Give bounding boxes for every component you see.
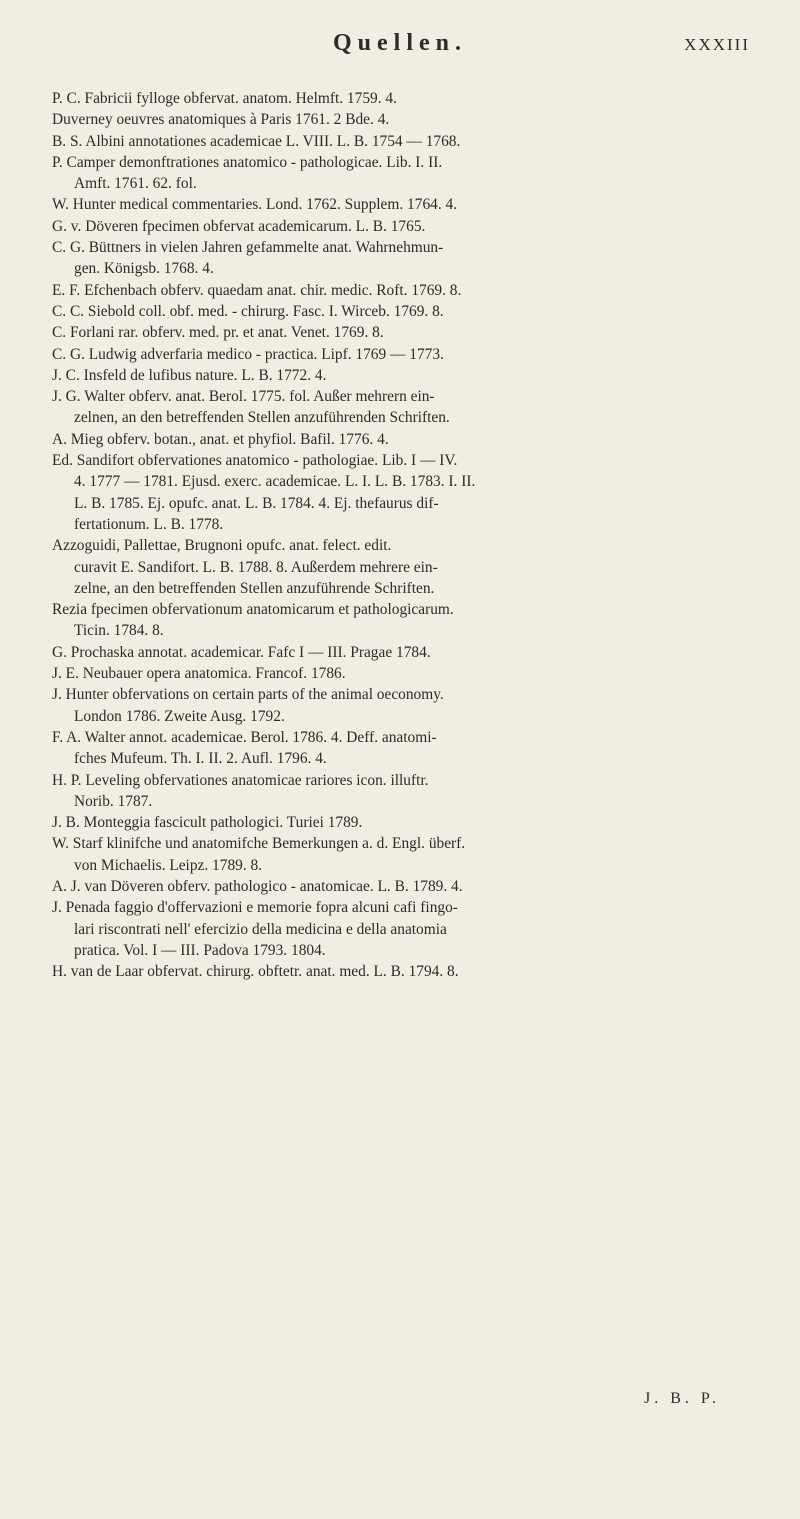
entry-continuation-line: fches Mufeum. Th. I. II. 2. Aufl. 1796. 4. bbox=[74, 750, 327, 768]
bibliography-entry bbox=[52, 194, 764, 215]
entry-line: B. S. Albini annotationes academicae L. VIII. L. B. 1754 — 1768. bbox=[52, 132, 461, 150]
entry-line: Azzoguidi, Pallettae, Brugnoni opufc. anat. felect. edit. bbox=[52, 537, 392, 555]
bibliography-entry bbox=[52, 386, 764, 429]
entry-line: H. P. Leveling obfervationes anatomicae rariores icon. illuftr. bbox=[52, 771, 429, 789]
entry-line: J. G. Walter obferv. anat. Berol. 1775. fol. Außer mehrern ein- bbox=[52, 388, 435, 406]
entry-continuation-line: lari riscontrati nell' efercizio della medicina e della anatomia bbox=[74, 920, 447, 938]
entry-line: A. J. van Döveren obferv. pathologico - anatomicae. L. B. 1789. 4. bbox=[52, 877, 463, 895]
bibliography-entry bbox=[52, 344, 764, 365]
entry-continuation-line: Amft. 1761. 62. fol. bbox=[74, 175, 197, 193]
entry-line: J. B. Monteggia fascicult pathologici. Turiei 1789. bbox=[52, 814, 363, 832]
entry-line: Ed. Sandifort obfervationes anatomico - pathologiae. Lib. I — IV. bbox=[52, 452, 458, 470]
entry-line: C. G. Ludwig adverfaria medico - practica. Lipf. 1769 — 1773. bbox=[52, 345, 444, 363]
entry-continuation-line: zelnen, an den betreffenden Stellen anzuführenden Schriften. bbox=[74, 409, 450, 427]
entry-line: J. C. Insfeld de lufibus nature. L. B. 1772. 4. bbox=[52, 366, 327, 384]
bibliography-entry bbox=[52, 88, 764, 109]
bibliography-entry bbox=[52, 131, 764, 152]
entry-line: Rezia fpecimen obfervationum anatomicarum et pathologicarum. bbox=[52, 601, 454, 619]
bibliography-entry bbox=[52, 684, 764, 727]
entry-line: F. A. Walter annot. academicae. Berol. 1786. 4. Deff. anatomi- bbox=[52, 728, 437, 746]
entry-line: A. Mieg obferv. botan., anat. et phyfiol. Bafil. 1776. 4. bbox=[52, 430, 389, 448]
bibliography-entry bbox=[52, 663, 764, 684]
bibliography-entry bbox=[52, 770, 764, 813]
bibliography-entry bbox=[52, 109, 764, 130]
entry-line: H. van de Laar obfervat. chirurg. obftetr. anat. med. L. B. 1794. 8. bbox=[52, 963, 459, 981]
entry-line: J. E. Neubauer opera anatomica. Francof. 1786. bbox=[52, 665, 346, 683]
bibliography-entry bbox=[52, 216, 764, 237]
entry-line: C. C. Siebold coll. obf. med. - chirurg. Fasc. I. Wirceb. 1769. 8. bbox=[52, 302, 444, 320]
page-header bbox=[0, 30, 800, 70]
entry-line: G. Prochaska annotat. academicar. Fafc I — III. Pragae 1784. bbox=[52, 643, 431, 661]
entry-continuation-line: zelne, an den betreffenden Stellen anzuführende Schriften. bbox=[74, 579, 435, 597]
entry-continuation-line: fertationum. L. B. 1778. bbox=[74, 515, 224, 533]
entry-line: W. Hunter medical commentaries. Lond. 1762. Supplem. 1764. 4. bbox=[52, 196, 458, 214]
running-title: Quellen. bbox=[332, 30, 467, 56]
bibliography-entry bbox=[52, 812, 764, 833]
entry-continuation-line: 4. 1777 — 1781. Ejusd. exerc. academicae. L. I. L. B. 1783. I. II. bbox=[74, 473, 476, 491]
bibliography-entry bbox=[52, 237, 764, 280]
bibliography-entry bbox=[52, 322, 764, 343]
entry-line: Duverney oeuvres anatomiques à Paris 1761. 2 Bde. 4. bbox=[52, 111, 390, 129]
bibliography-entry bbox=[52, 897, 764, 961]
bibliography-entry bbox=[52, 535, 764, 599]
bibliography-entry bbox=[52, 833, 764, 876]
entry-line: C. Forlani rar. obferv. med. pr. et anat. Venet. 1769. 8. bbox=[52, 324, 384, 342]
bibliography-entry bbox=[52, 280, 764, 301]
bibliography-entry bbox=[52, 429, 764, 450]
bibliography-entry bbox=[52, 301, 764, 322]
bibliography-entry bbox=[52, 727, 764, 770]
entry-line: W. Starf klinifche und anatomifche Bemerkungen a. d. Engl. überf. bbox=[52, 835, 466, 853]
entry-line: J. Penada faggio d'offervazioni e memorie fopra alcuni cafi fingo- bbox=[52, 899, 458, 917]
entry-continuation-line: Norib. 1787. bbox=[74, 792, 153, 810]
entry-line: E. F. Efchenbach obferv. quaedam anat. chir. medic. Roft. 1769. 8. bbox=[52, 281, 462, 299]
bibliography-entry bbox=[52, 876, 764, 897]
entry-line: C. G. Büttners in vielen Jahren gefammelte anat. Wahrnehmun- bbox=[52, 239, 444, 257]
signature-mark: J. B. P. bbox=[643, 1390, 720, 1407]
entry-continuation-line: von Michaelis. Leipz. 1789. 8. bbox=[74, 856, 263, 874]
bibliography-entry bbox=[52, 365, 764, 386]
entry-line: G. v. Döveren fpecimen obfervat academicarum. L. B. 1765. bbox=[52, 217, 426, 235]
entry-continuation-line: curavit E. Sandifort. L. B. 1788. 8. Außerdem mehrere ein- bbox=[74, 558, 438, 576]
bibliography-entry bbox=[52, 642, 764, 663]
page-number: XXXIII bbox=[684, 35, 750, 54]
entry-continuation-line: pratica. Vol. I — III. Padova 1793. 1804. bbox=[74, 941, 326, 959]
entry-continuation-line: Ticin. 1784. 8. bbox=[74, 622, 164, 640]
bibliography-entry bbox=[52, 961, 764, 982]
entry-line: P. C. Fabricii fylloge obfervat. anatom. Helmft. 1759. 4. bbox=[52, 90, 397, 107]
entry-line: J. Hunter obfervations on certain parts of the animal oeconomy. bbox=[52, 686, 444, 704]
bibliography-entry bbox=[52, 450, 764, 535]
bibliography-entry bbox=[52, 152, 764, 195]
entry-continuation-line: London 1786. Zweite Ausg. 1792. bbox=[74, 707, 285, 725]
entry-line: P. Camper demonftrationes anatomico - pathologicae. Lib. I. II. bbox=[52, 153, 443, 171]
bibliography-list bbox=[52, 88, 764, 982]
bibliography-entry bbox=[52, 599, 764, 642]
entry-continuation-line: L. B. 1785. Ej. opufc. anat. L. B. 1784. 4. Ej. thefaurus dif- bbox=[74, 494, 439, 512]
entry-continuation-line: gen. Königsb. 1768. 4. bbox=[74, 260, 214, 278]
